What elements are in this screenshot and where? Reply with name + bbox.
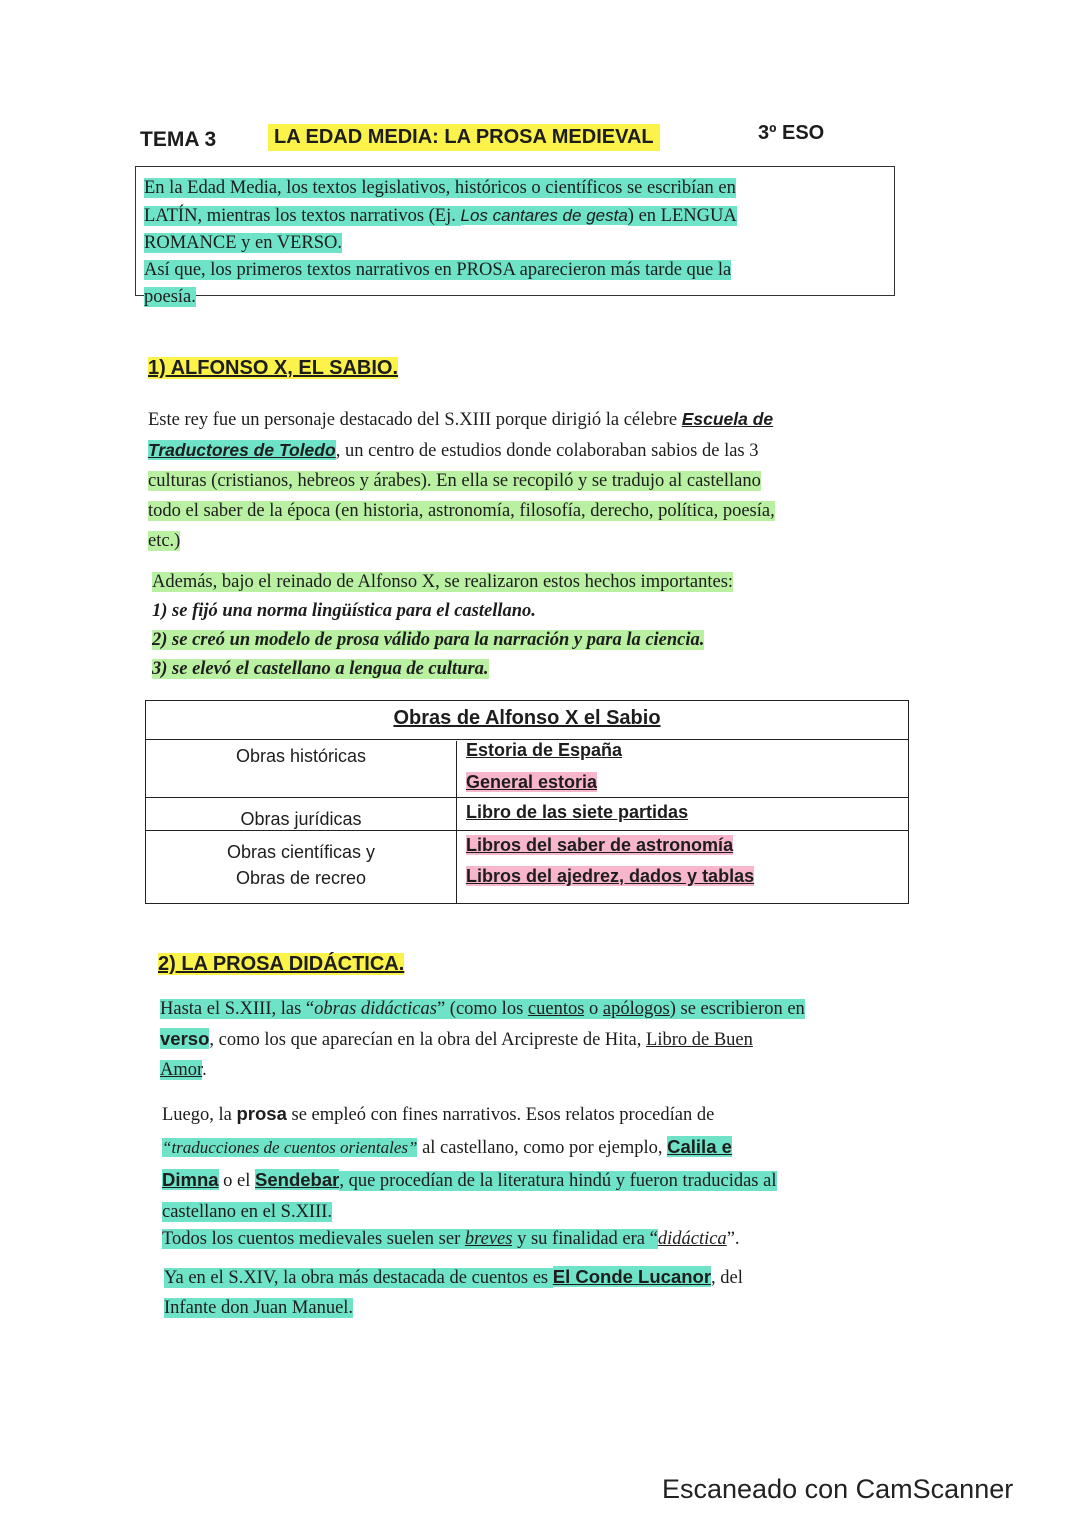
text: “traducciones de cuentos orientales” bbox=[162, 1138, 418, 1157]
text: al castellano, como por ejemplo, bbox=[417, 1138, 668, 1158]
work-text: Libro de las siete partidas bbox=[466, 802, 689, 822]
text: obras didácticas bbox=[314, 999, 437, 1019]
text: etc.) bbox=[148, 531, 181, 551]
category-cientificas bbox=[146, 839, 456, 891]
text: ) se escribieron en bbox=[669, 999, 805, 1019]
work-title: Amor bbox=[160, 1060, 203, 1080]
paragraph-hechos bbox=[152, 568, 912, 684]
para-line bbox=[160, 1024, 920, 1055]
section-title-didactica bbox=[158, 953, 404, 976]
text: Ya en el S.XIV, la obra más destacada de cuentos es bbox=[164, 1268, 553, 1288]
text: o bbox=[584, 999, 603, 1019]
para-line bbox=[148, 526, 908, 556]
para-line bbox=[148, 404, 908, 435]
para-line bbox=[164, 1293, 924, 1323]
para-line bbox=[148, 496, 908, 526]
text: ” (como los bbox=[436, 999, 528, 1019]
intro-text: ) en LENGUA bbox=[627, 206, 737, 226]
work-item bbox=[466, 802, 688, 823]
work-item bbox=[466, 866, 754, 887]
text: Todos los cuentos medievales suelen ser bbox=[162, 1229, 465, 1249]
fact-text: 3) se elevó el castellano a lengua de cultura. bbox=[152, 659, 489, 679]
para-line bbox=[160, 994, 920, 1024]
intro-text: poesía. bbox=[144, 287, 196, 307]
text: se empleó con fines narrativos. Esos relatos procedían de bbox=[286, 1105, 715, 1125]
keyword: prosa bbox=[236, 1103, 287, 1124]
text: cuentos bbox=[527, 999, 585, 1019]
table-caption bbox=[146, 707, 908, 730]
intro-text: ROMANCE y en VERSO. bbox=[144, 233, 343, 253]
section-title-alfonso bbox=[148, 357, 398, 380]
text: , que procedían de la literatura hindú y fueron traducidas al bbox=[339, 1171, 777, 1191]
text: , como los que aparecían en la obra del Arcipreste de Hita, bbox=[209, 1030, 647, 1050]
text: castellano en el S.XIII. bbox=[162, 1202, 333, 1222]
text: todo el saber de la época (en historia, astronomía, filosofía, derecho, política, poesía, bbox=[148, 501, 775, 521]
text: , un centro de estudios donde colaboraban sabios de las 3 bbox=[335, 441, 759, 461]
intro-italic: Los cantares de gesta bbox=[460, 206, 628, 225]
intro-line bbox=[144, 257, 886, 284]
caption-text: Obras de Alfonso X el Sabio bbox=[393, 707, 661, 729]
category-juridicas: Obras jurídicas bbox=[240, 809, 362, 829]
work-title: Calila e bbox=[667, 1136, 732, 1157]
para-line bbox=[148, 466, 908, 496]
intro-box bbox=[135, 166, 895, 307]
para-line bbox=[164, 1262, 924, 1293]
page-title: LA EDAD MEDIA: LA PROSA MEDIEVAL bbox=[268, 124, 660, 151]
intro-line bbox=[144, 175, 886, 202]
paragraph-prosa bbox=[162, 1098, 922, 1255]
topic-number: TEMA 3 bbox=[140, 128, 217, 151]
text: Luego, la bbox=[162, 1105, 237, 1125]
work-title: Escuela de bbox=[681, 409, 774, 429]
text: Infante don Juan Manuel. bbox=[164, 1298, 354, 1318]
work-item bbox=[466, 835, 733, 856]
intro-line bbox=[144, 284, 886, 311]
text: breves bbox=[464, 1229, 513, 1249]
work-title: Traductores de Toledo bbox=[148, 440, 336, 460]
para-line bbox=[162, 1224, 922, 1255]
text: , del bbox=[711, 1268, 743, 1288]
category-historicas: Obras históricas bbox=[235, 746, 367, 766]
fact-item bbox=[152, 626, 912, 655]
para-line bbox=[162, 1164, 922, 1197]
fact-text: 2) se creó un modelo de prosa válido para la narración y para la ciencia. bbox=[152, 630, 705, 650]
para-line bbox=[162, 1131, 922, 1164]
category-line: Obras de recreo bbox=[235, 868, 367, 888]
course-label: 3º ESO bbox=[758, 122, 825, 144]
text: ”. bbox=[726, 1229, 740, 1249]
text: o el bbox=[218, 1171, 256, 1191]
keyword: verso bbox=[160, 1028, 210, 1049]
document-header bbox=[140, 122, 860, 158]
work-item bbox=[466, 772, 597, 793]
scanner-watermark: Escaneado con CamScanner bbox=[662, 1474, 1014, 1504]
text: culturas (cristianos, hebreos y árabes). En ella se recopiló y se tradujo al castellano bbox=[148, 471, 761, 491]
intro-text: , mientras los textos narrativos (Ej. bbox=[197, 206, 461, 226]
text: didáctica bbox=[657, 1229, 727, 1249]
paragraph-alfonso bbox=[148, 404, 908, 556]
fact-text: 1) se fijó una norma lingüística para el castellano. bbox=[152, 601, 536, 621]
work-text: Libros del ajedrez, dados y tablas bbox=[466, 866, 755, 886]
para-line bbox=[152, 568, 912, 597]
intro-line bbox=[144, 230, 886, 257]
work-title: Libro de Buen bbox=[646, 1030, 753, 1050]
intro-text: En la Edad Media, los textos legislativos, históricos o científicos se escribían en bbox=[144, 178, 736, 198]
text: apólogos bbox=[602, 999, 670, 1019]
para-line bbox=[148, 435, 908, 466]
paragraph-didactica bbox=[160, 994, 920, 1085]
intro-text: LATÍN bbox=[144, 206, 198, 226]
text: Además, bajo el reinado de Alfonso X, se realizaron estos hechos importantes: bbox=[152, 572, 734, 592]
work-title: Sendebar bbox=[255, 1169, 340, 1190]
work-text: General estoria bbox=[466, 772, 598, 792]
intro-line bbox=[144, 202, 886, 230]
category-line: Obras científicas y bbox=[226, 842, 376, 862]
para-line: Amor. bbox=[160, 1060, 207, 1080]
work-title: El Conde Lucanor bbox=[552, 1266, 712, 1287]
work-text: Estoria de España bbox=[466, 740, 623, 760]
section-title-text: 2) LA PROSA DIDÁCTICA. bbox=[158, 953, 405, 975]
table-column-divider bbox=[456, 741, 457, 903]
intro-text: Así que, los primeros textos narrativos en PROSA aparecieron más tarde que la bbox=[144, 260, 732, 280]
para-line bbox=[162, 1098, 922, 1131]
work-text: Libros del saber de astronomía bbox=[466, 835, 734, 855]
fact-item bbox=[152, 597, 912, 626]
work-title: Dimna bbox=[162, 1169, 219, 1190]
fact-item bbox=[152, 655, 912, 684]
text: y su finalidad era “ bbox=[512, 1229, 658, 1249]
work-item bbox=[466, 740, 622, 761]
text: Hasta el S.XIII, las “ bbox=[160, 999, 315, 1019]
table-divider bbox=[146, 830, 908, 831]
section-title-text: 1) ALFONSO X, EL SABIO. bbox=[148, 357, 399, 379]
obras-table bbox=[145, 700, 909, 904]
text: Este rey fue un personaje destacado del S.XIII porque dirigió la célebre bbox=[148, 410, 682, 430]
paragraph-lucanor bbox=[164, 1262, 924, 1323]
table-divider bbox=[146, 797, 908, 798]
